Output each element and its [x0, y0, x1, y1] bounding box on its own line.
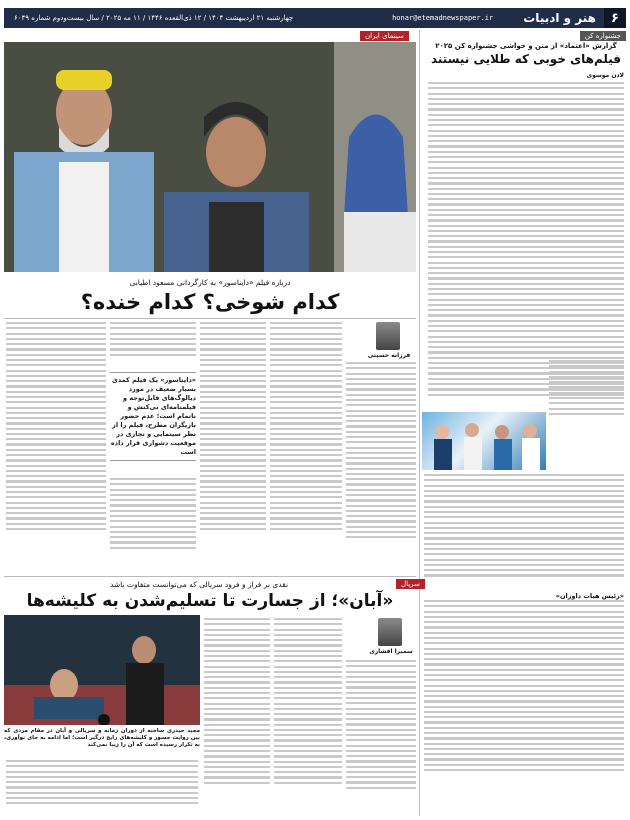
bottom-text-col1 [346, 660, 416, 816]
right-headline: فیلم‌های خوبی که طلایی نیستند [430, 52, 622, 66]
bottom-author: سمیرا افشاری [369, 648, 413, 655]
film-still-photo [4, 42, 416, 272]
header-band [4, 8, 626, 28]
film-still-art [4, 42, 416, 272]
bottom-headline: «آبان»؛ از جسارت تا تسلیم‌شدن به کلیشه‌ها [26, 591, 394, 611]
section-email: honar@etemadnewspaper.ir [392, 14, 494, 22]
series-photo [4, 615, 200, 725]
right-text-narrow [549, 360, 624, 420]
right-text-block-2 [424, 474, 624, 594]
bottom-kicker: نقدی بر فراز و فرود سریالی که می‌توانست متفاوت باشد [109, 580, 289, 589]
page-number: ۶ [604, 8, 626, 28]
middle-author: فرزانه حسینی [367, 352, 411, 359]
bottom-text-col2 [274, 618, 342, 816]
series-tag: سریال [396, 579, 425, 589]
middle-text-col1 [346, 362, 416, 572]
right-author: لادن موسوی [586, 72, 624, 79]
bottom-divider [4, 576, 416, 577]
middle-text-col4-bottom [110, 478, 196, 572]
right-subhead-jury: «رئیس هیات داوران» [555, 592, 624, 600]
middle-pullquote: «دایناسور» یک فیلم کمدی بسیار ضعیف در مورد دیالوگ‌های قابل‌توجه و فیلمنامه‌ای بی‌کنش و ناتمام است؛ عدم حضور بازیگران مطرح، فیلم را از نظر سینمایی و تجاری در موقعیت دشواری قرار داده است [110, 372, 196, 461]
festival-photo [422, 412, 546, 470]
section-title: هنر و ادبیات [523, 11, 596, 25]
series-caption: مجید حیدری ساخته از دوران زمانه و سریالی و آبان در مقام مردی که بین روایت جسور و کلیشه‌های رایج درگیر است؛ اما ادامه به جای نوآوری، به تکرار رسیده است که آن را زیبا نمی‌کند [4, 728, 200, 748]
festival-photo-art [422, 412, 546, 470]
middle-text-col2 [270, 322, 342, 572]
middle-author-photo [376, 322, 400, 350]
middle-text-col3 [200, 322, 266, 572]
bottom-author-photo [378, 618, 402, 646]
middle-text-col4-top [110, 322, 196, 368]
middle-headline: کدام شوخی؟ کدام خنده؟ [80, 290, 340, 314]
cinema-tag: سینمای ایران [360, 31, 409, 41]
right-text-block-1 [428, 82, 624, 402]
series-photo-art [4, 615, 200, 725]
middle-kicker: درباره فیلم «دایناسور» به کارگردانی مسعود اطیابی [129, 278, 291, 287]
middle-divider [4, 318, 416, 319]
bottom-text-col3 [204, 618, 270, 816]
middle-text-col5 [6, 322, 106, 572]
column-divider [419, 30, 420, 816]
right-kicker: گزارش «اعتماد» از متن و حواشی جشنواره کن ۲۰۲۵ [435, 42, 617, 50]
festival-tag: جشنواره کن [580, 31, 626, 41]
issue-date: چهارشنبه ۲۱ اردیبهشت ۱۴۰۴ / ۱۲ ذی‌القعده ۱۴۴۶ / ۱۱ مه ۲۰۲۵ / سال بیست‌ودوم شماره ۶۰۴۹ [14, 14, 294, 22]
right-text-block-3 [424, 600, 624, 810]
bottom-text-under-photo [6, 760, 198, 816]
